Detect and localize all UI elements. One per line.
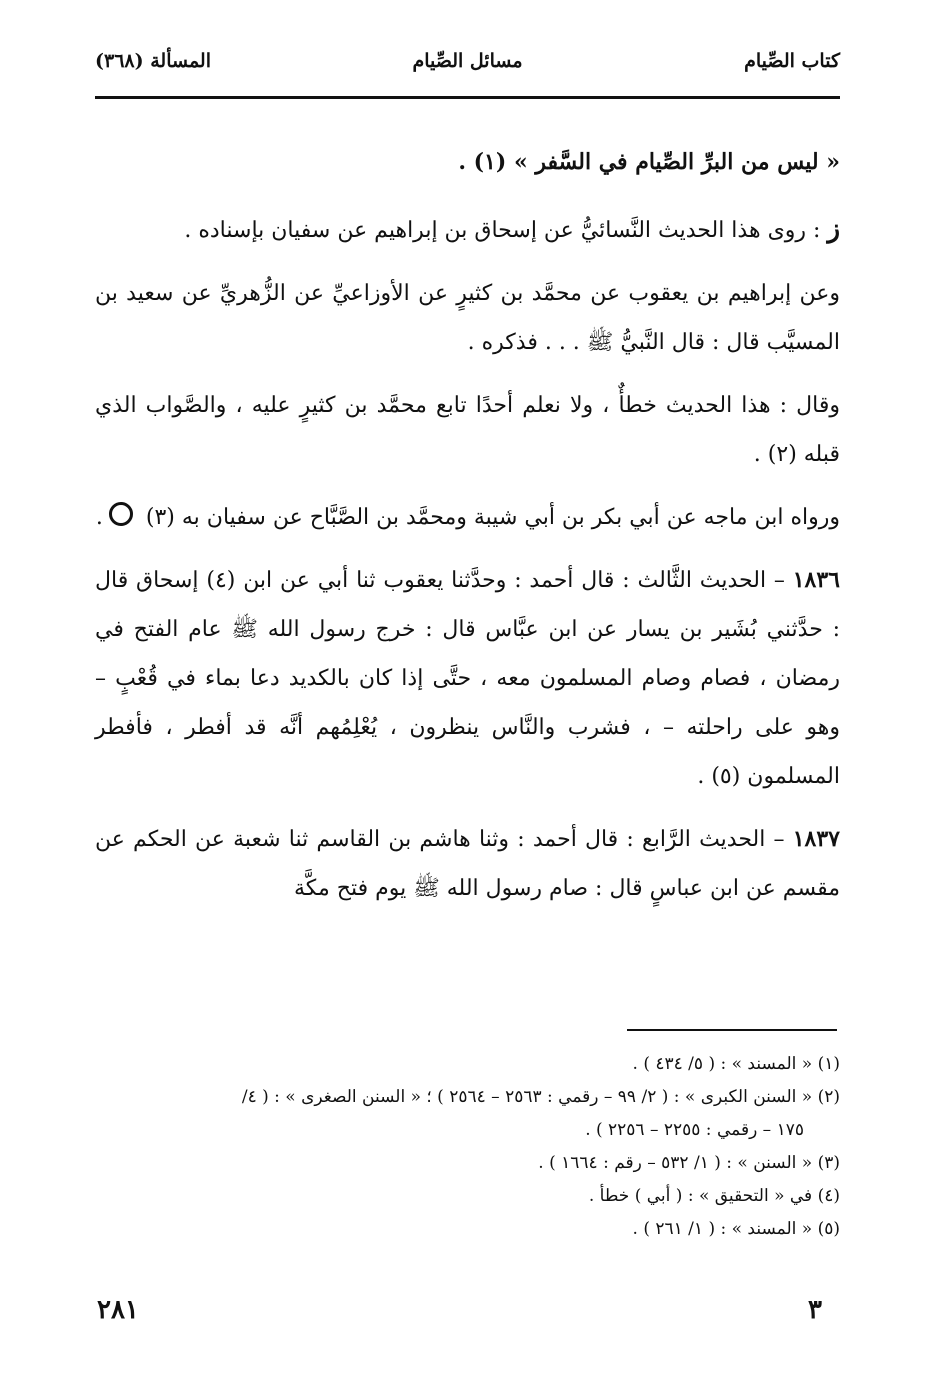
hadith-1836-text: – الحديث الثَّالث : قال أحمد : وحدَّثنا يعقوب ثنا أبي عن ابن (٤) إسحاق قال : حدَّثني بُشَير بن يسار عن ابن عبَّاس قال : خرج رسول الله ﷺ عام الفتح في رمضان ، فصام وصام المسلمون معه ، حتَّى إذا كان بالكديد دعا بماء في قُعْبٍ – وهو على راحلته – ، فشرب والنَّاس ينظرون ، يُعْلِمُهم أنَّه قد أفطر ، فأفطر المسلمون (٥) . — [95, 568, 840, 789]
footnotes — [95, 1048, 840, 1246]
footnote-5: (٥) « المسند » : ( ١/ ٢٦١ ) . — [632, 1219, 840, 1239]
book-title: كتاب الصِّيام — [744, 50, 840, 72]
header-rule — [95, 96, 840, 99]
running-header — [95, 50, 840, 90]
paragraph-4 — [95, 493, 840, 542]
paragraph-3: وقال : هذا الحديث خطأٌ ، ولا نعلم أحدًا تابع محمَّد بن كثيرٍ عليه ، والصَّواب الذي قبله (٢) . — [95, 393, 840, 467]
paragraph-1 — [95, 205, 840, 255]
hadith-quote: « ليس من البرِّ الصِّيام في السَّفر » (١) . — [458, 149, 840, 175]
folio-number-left: ٢٨١ — [97, 1295, 139, 1325]
end-circle-icon — [109, 502, 133, 526]
footnote-2-continued: ١٧٥ – رقمي : ٢٢٥٥ – ٢٢٥٦ ) . — [585, 1120, 804, 1140]
zay-marker: ز — [827, 214, 840, 244]
footnote-1: (١) « المسند » : ( ٥/ ٤٣٤ ) . — [632, 1054, 840, 1074]
main-text — [95, 138, 840, 927]
paragraph-2: وعن إبراهيم بن يعقوب عن محمَّد بن كثيرٍ عن الأوزاعيِّ عن الزُّهريِّ عن سعيد بن المسيَّب قال : قال النَّبيُّ ﷺ . . . فذكره . — [95, 281, 840, 355]
chapter-title: مسائل الصِّيام — [412, 50, 523, 72]
paragraph-4-end: . — [95, 505, 103, 530]
hadith-1837 — [95, 815, 840, 913]
hadith-number-1836: ١٨٣٦ — [792, 567, 840, 593]
paragraph-4-text: ورواه ابن ماجه عن أبي بكر بن أبي شيبة ومحمَّد بن الصَّبَّاح عن سفيان به (٣) — [145, 505, 840, 530]
hadith-1836 — [95, 556, 840, 801]
paragraph-1-text: : روى هذا الحديث النَّسائيُّ عن إسحاق بن إبراهيم عن سفيان بإسناده . — [184, 218, 821, 243]
footnote-3: (٣) « السنن » : ( ١/ ٥٣٢ – رقم : ١٦٦٤ ) . — [538, 1153, 840, 1173]
hadith-1837-text: – الحديث الرَّابع : قال أحمد : وثنا هاشم بن القاسم ثنا شعبة عن الحكم عن مقسم عن ابن عباسٍ قال : صام رسول الله ﷺ يوم فتح مكَّة — [95, 827, 840, 901]
hadith-number-1837: ١٨٣٧ — [792, 826, 840, 852]
footnote-4: (٤) في « التحقيق » : ( أبي ) خطأ . — [588, 1186, 840, 1206]
folio-number-right: ٣ — [808, 1295, 822, 1325]
footnote-rule — [627, 1029, 837, 1031]
footnote-2: (٢) « السنن الكبرى » : ( ٢/ ٩٩ – رقمي : ٢٥٦٣ – ٢٥٦٤ ) ؛ « السنن الصغرى » : ( ٤/ — [241, 1087, 840, 1107]
issue-label: المسألة (٣٦٨) — [95, 50, 211, 72]
